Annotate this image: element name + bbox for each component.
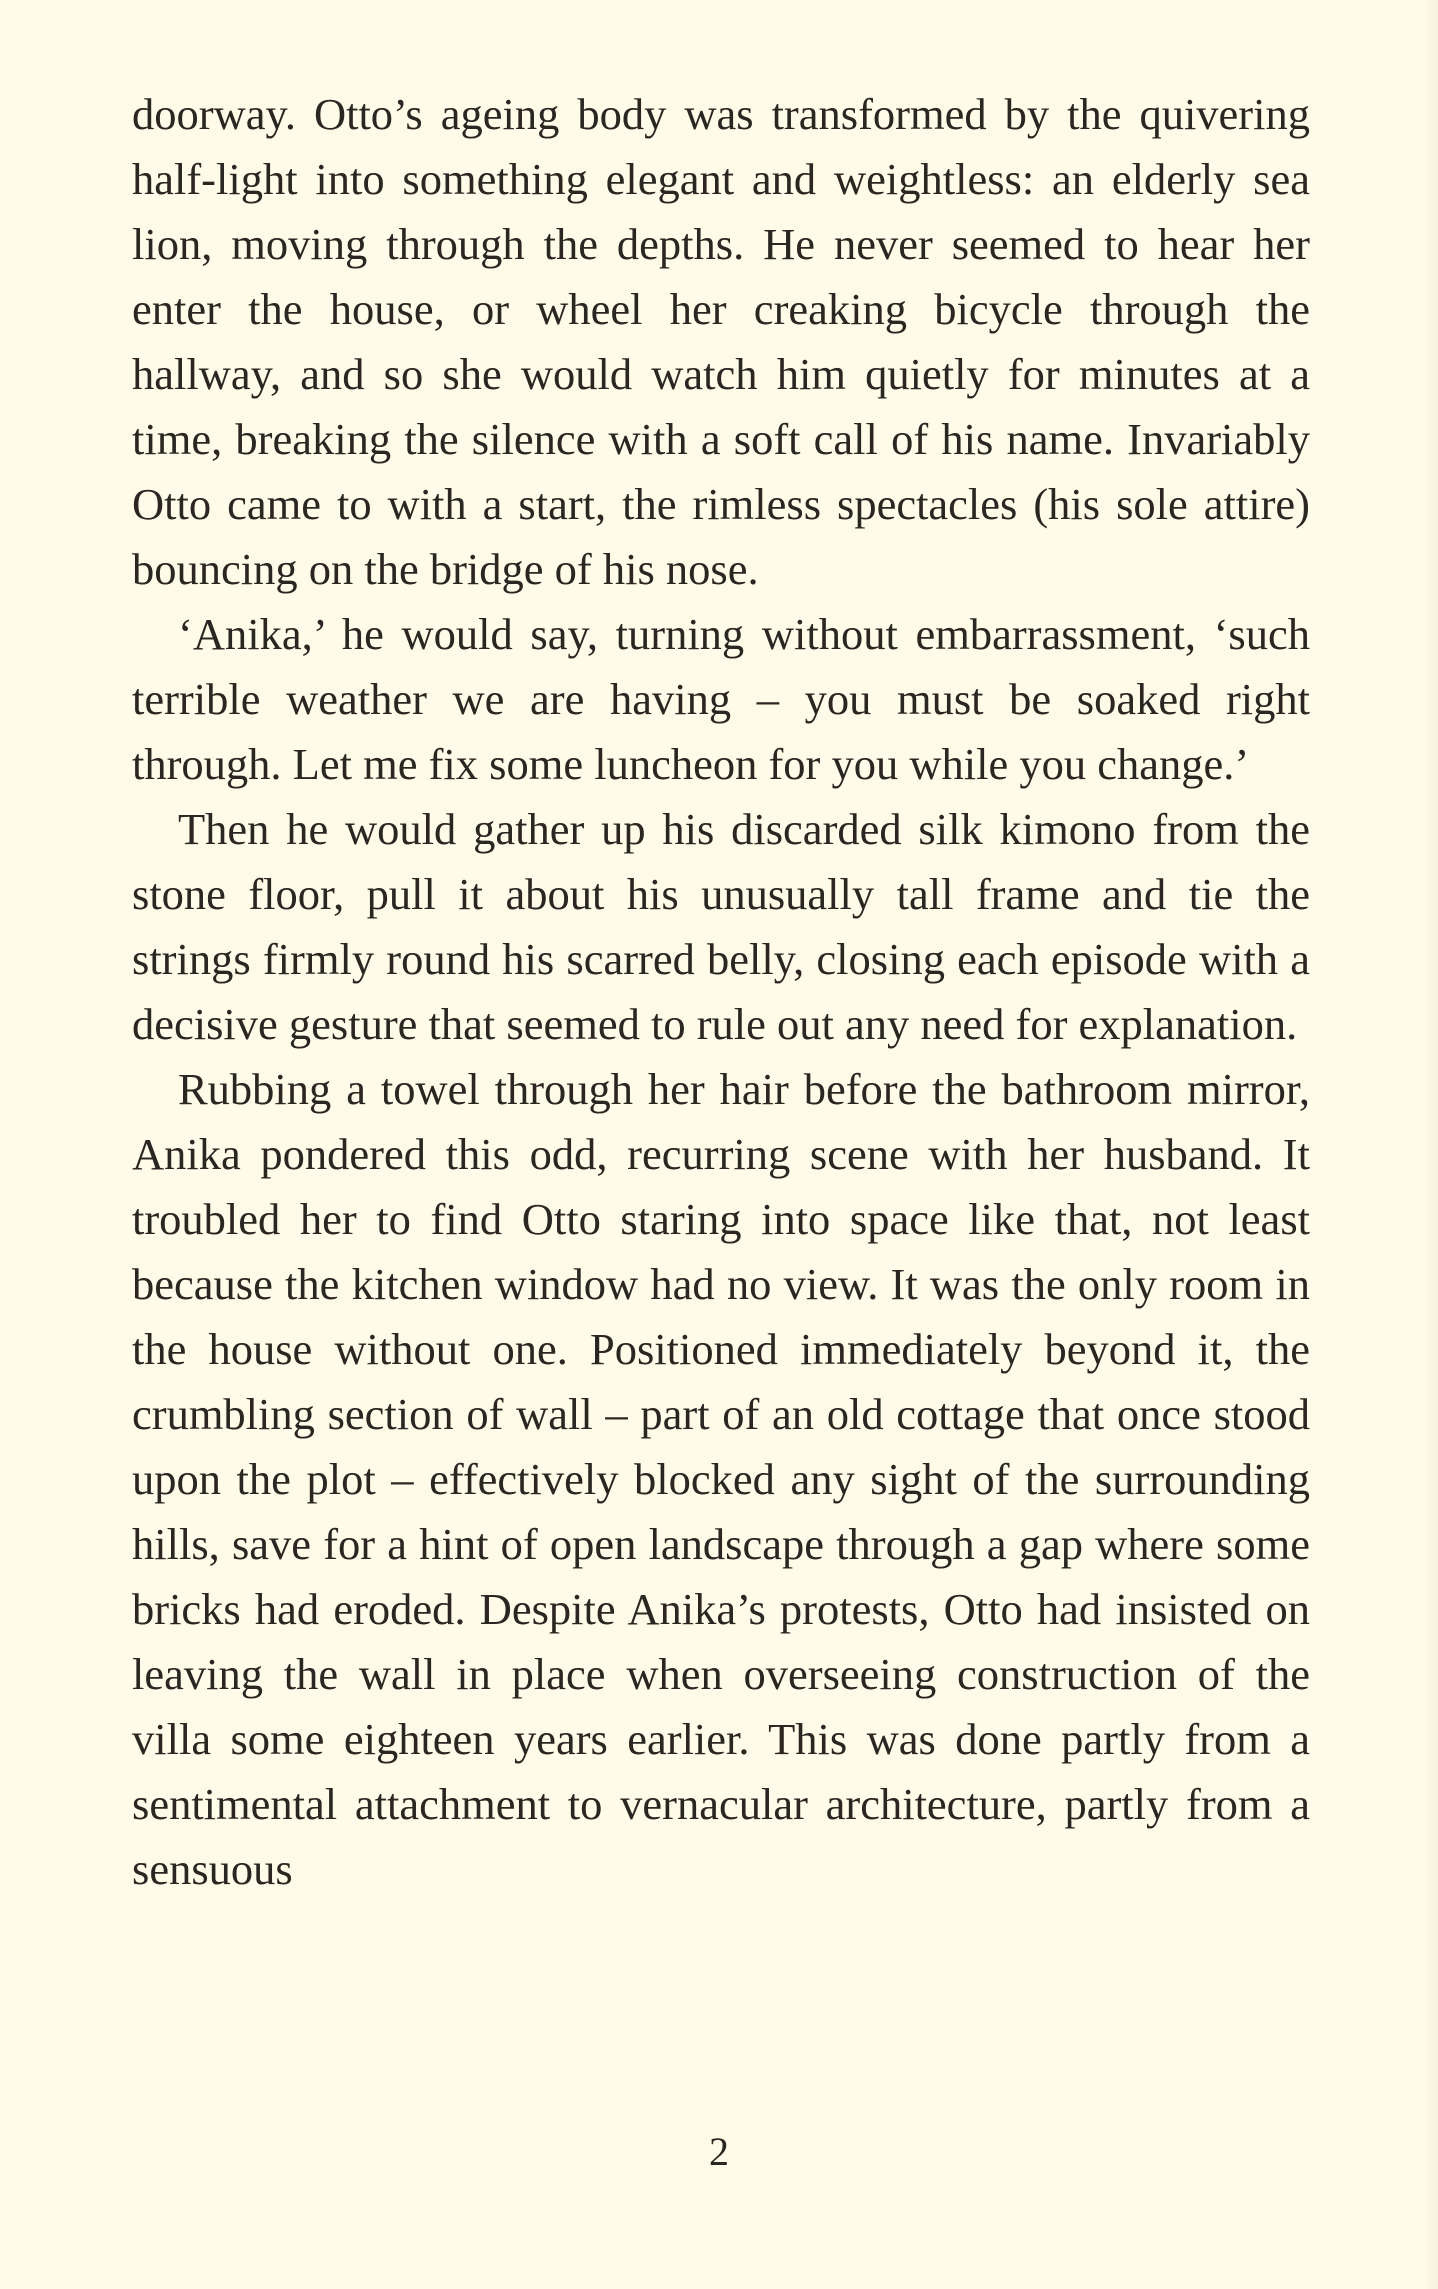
paragraph-3: Then he would gather up his discarded silk kimono from the stone floor, pull it about his unusually tall frame and tie the strings firmly round his scarred belly, closing each episode with a decisive gesture that seemed to rule out any need for explanation.: [132, 804, 1310, 1049]
paragraph-1: doorway. Otto’s ageing body was transformed by the quivering half-light into something elegant and weightless: an elderly sea lion, moving through the depths. He never seemed to hear her enter the house, or wheel her creaking bicycle through the hallway, and so she would watch him quietly for minutes at a time, breaking the silence with a soft call of his name. Invariably Otto came to with a start, the rimless spectacles (his sole attire) bouncing on the bridge of his nose.: [132, 89, 1310, 594]
paragraph-2: ‘Anika,’ he would say, turning without embarrassment, ‘such terrible weather we are having – you must be soaked right through. Let me fix some luncheon for you while you change.’: [132, 609, 1310, 789]
page-edge-shade: [1424, 0, 1438, 2289]
page-number: 2: [709, 2129, 729, 2174]
body-text: [132, 82, 1310, 1902]
paragraph-4: Rubbing a towel through her hair before the bathroom mirror, Anika pondered this odd, recurring scene with her husband. It troubled her to find Otto staring into space like that, not least because the kitchen window had no view. It was the only room in the house without one. Positioned immediately beyond it, the crumbling section of wall – part of an old cottage that once stood upon the plot – effectively blocked any sight of the surrounding hills, save for a hint of open landscape through a gap where some bricks had eroded. Despite Anika’s protests, Otto had insisted on leaving the wall in place when overseeing construction of the villa some eighteen years earlier. This was done partly from a sentimental attachment to vernacular architecture, partly from a sensuous: [132, 1064, 1310, 1894]
